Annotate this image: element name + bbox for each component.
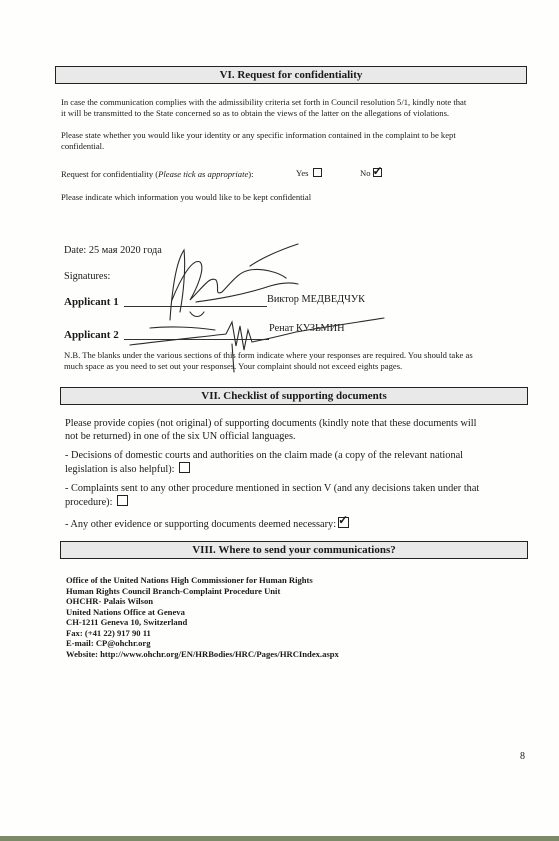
address-line: Human Rights Council Branch-Complaint Procedure Unit [66, 585, 281, 596]
address-line: CH-1211 Geneva 10, Switzerland [66, 617, 188, 627]
section-vii-header [60, 387, 528, 405]
section-vi-para1-line2: it will be transmitted to the State concerned so as to obtain the views of the latter on the allegations of violations. [61, 108, 450, 118]
applicant-2-label: Applicant 2 [64, 329, 119, 341]
date-line: Date: 25 мая 2020 года [64, 245, 162, 256]
section-vi-para2-line2: confidential. [61, 141, 105, 151]
check-mark-icon: ✓ [372, 164, 383, 178]
checklist-item-other-procedures [65, 482, 530, 509]
scan-edge-strip [0, 836, 559, 841]
confidentiality-label: Request for confidentiality ( [61, 169, 159, 179]
address-line: Office of the United Nations High Commissioner for Human Rights [66, 575, 313, 585]
checklist-item-2-line1: - Complaints sent to any other procedure mentioned in section V (and any decisions taken under that [65, 483, 480, 494]
applicant-1-name: Виктор МЕДВЕДЧУК [267, 294, 365, 305]
other-evidence-checkbox[interactable] [338, 513, 349, 528]
check-mark-icon: ✓ [338, 513, 349, 527]
confidentiality-label-close: ): [248, 169, 254, 179]
section-vi-para2-line1: Please state whether you would like your identity or any specific information contained in the complaint to be kept [61, 130, 456, 140]
page-number: 8 [520, 751, 525, 762]
address-line: United Nations Office at Geneva [66, 606, 185, 617]
applicant-1-label: Applicant 1 [64, 296, 119, 308]
fax-line: Fax: (+41 22) 917 90 11 [66, 627, 151, 638]
section-viii-header [60, 541, 528, 559]
section-vii-para1-line1: Please provide copies (not original) of supporting documents (kindly note that these documents will [65, 418, 477, 429]
handwritten-signatures [0, 0, 559, 400]
section-vi-para1-line1: In case the communication complies with the admissibility criteria set forth in Council resolution 5/1, kindly note that [61, 97, 467, 107]
address-line: OHCHR- Palais Wilson [66, 596, 154, 606]
section-vii-para1 [65, 417, 530, 443]
confidentiality-italic: Please tick as appropriate [158, 169, 249, 179]
nb-note [64, 350, 534, 372]
other-procedures-checkbox[interactable] [117, 495, 128, 506]
yes-label: Yes [296, 168, 309, 178]
ohchr-address-block [66, 575, 486, 659]
checklist-item-3: - Any other evidence or supporting documents deemed necessary: [65, 519, 337, 530]
website-link[interactable]: Website: http://www.ohchr.org/EN/HRBodies/HRC/Pages/HRCIndex.aspx [66, 648, 339, 659]
checklist-item-1-line1: - Decisions of domestic courts and authorities on the claim made (a copy of the relevant national [65, 450, 464, 461]
confidential-info-prompt: Please indicate which information you would like to be kept confidential [61, 192, 312, 202]
section-vii-title: VII. Checklist of supporting documents [201, 390, 387, 402]
nb-note-line2: much space as you need to set out your responses. Your complaint should not exceed eights pages. [64, 361, 403, 371]
no-label: No [360, 168, 371, 178]
section-vii-para1-line2: not be returned) in one of the six UN official languages. [65, 431, 296, 442]
checklist-item-2-line2: procedure): [65, 497, 113, 508]
nb-note-line1: N.B. The blanks under the various sections of this form indicate where your responses are required. You should take as [64, 350, 473, 360]
applicant-2-name: Ренат КУЗЬМИН [269, 323, 345, 334]
email-link[interactable]: E-mail: CP@ohchr.org [66, 638, 151, 648]
checklist-item-1-line2: legislation is also helpful): [65, 464, 175, 475]
checklist-item-court-decisions [65, 449, 530, 476]
section-viii-title: VIII. Where to send your communications? [192, 544, 396, 556]
section-vi-title: VI. Request for confidentiality [219, 69, 363, 81]
court-decisions-checkbox[interactable] [179, 462, 190, 473]
checklist-item-other-evidence [65, 513, 530, 531]
signatures-label: Signatures: [64, 271, 111, 282]
